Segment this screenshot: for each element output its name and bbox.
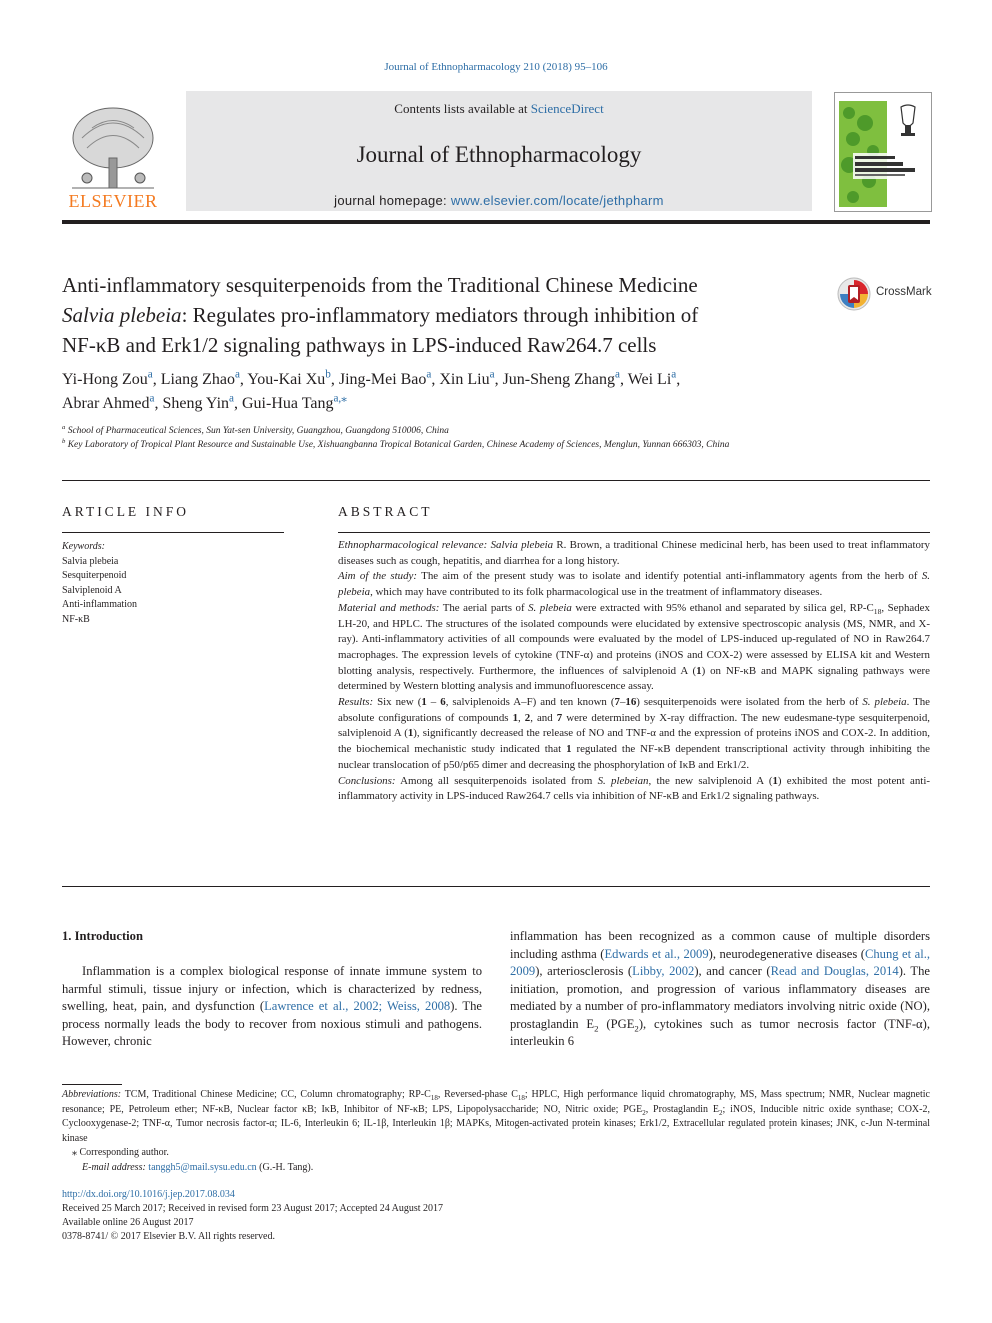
author-affiliation-mark: a — [234, 368, 240, 381]
homepage-prefix: journal homepage: — [334, 193, 451, 208]
ref-link[interactable]: Edwards et al., 2009 — [604, 946, 709, 961]
article-info-heading: ARTICLE INFO — [62, 504, 190, 519]
author-separator: , — [154, 395, 163, 412]
contents-prefix: Contents lists available at — [394, 101, 531, 116]
keywords-block — [62, 540, 284, 627]
elsevier-wordmark: ELSEVIER — [68, 191, 158, 211]
received-dates: Received 25 March 2017; Received in revised form 23 August 2017; Accepted 24 August 2017 — [62, 1203, 444, 1214]
abstract-conclusions: Conclusions: Among all sesquiterpenoids isolated from S. plebeian, the new salviplenoid A (1) exhibited the most potent anti-inflammatory activity in LPS-induced Raw264.7 cells via inhibition of NF-κB and Erk1/2 signaling pathways. — [338, 774, 930, 803]
author-affiliation-mark: a — [149, 392, 155, 405]
author-name[interactable]: Gui-Hua Tang — [242, 395, 334, 412]
keyword-item: Salvia plebeia — [62, 555, 119, 567]
copyright: 0378-8741/ © 2017 Elsevier B.V. All rights reserved. — [62, 1231, 275, 1242]
section-rule — [62, 480, 930, 481]
journal-citation[interactable]: Journal of Ethnopharmacology 210 (2018) 95–106 — [384, 61, 608, 73]
abstract-methods: Material and methods: The aerial parts of S. plebeia were extracted with 95% ethanol and separated by silica gel, $RP-C_{18}$, Sephadex LH-20, and HPLC. The structures of the isolated compounds were elucidated by extensive spectroscopic analysis (MS, NMR, and X-ray). Anti-inflammatory activities of all compounds were evaluated by the model of LPS-induced up-regulated of NO in Raw264.7 macrophages. The expression levels of cytokine (TNF-α) and proteins (iNOS and COX-2) were assessed by ELISA kit and Western blotting analysis, respectively. Furthermore, the influences of salviplenoid A (1) on NF-κB and MAPK signaling pathways were determined by Western blotting analysis and immunofluorescence assay. — [338, 601, 930, 693]
journal-cover-thumbnail[interactable] — [834, 92, 932, 212]
abstract-body — [338, 538, 930, 805]
author-affiliation-mark: a,⁎ — [333, 392, 347, 405]
ref-link[interactable]: Lawrence et al., 2002; Weiss, 2008 — [264, 999, 451, 1013]
contents-available-line — [186, 101, 812, 117]
author-separator: , — [619, 371, 628, 388]
author-list — [62, 368, 822, 416]
title-line-1: Anti-inflammatory sesquiterpenoids from the Traditional Chinese Medicine — [62, 273, 698, 297]
abstract-rule — [338, 532, 930, 533]
doi-link[interactable]: http://dx.doi.org/10.1016/j.jep.2017.08.034 — [62, 1189, 235, 1200]
author-affiliation-mark: a — [229, 392, 234, 405]
author-separator: , — [330, 371, 339, 388]
affiliation-a — [62, 424, 922, 438]
author-affiliation-mark: a — [489, 368, 495, 381]
author-name[interactable]: Abrar Ahmed — [62, 395, 150, 412]
intro-right-column — [510, 928, 930, 1051]
author-separator: , — [494, 371, 503, 388]
homepage-link[interactable]: www.elsevier.com/locate/jethpharm — [450, 193, 664, 208]
author-affiliation-mark: a — [426, 368, 432, 381]
email-note: E-mail address: tanggh5@mail.sysu.edu.cn (G.-H. Tang). — [82, 1161, 314, 1173]
keyword-item: Salviplenoid A — [62, 584, 122, 596]
affiliation-b — [62, 438, 922, 452]
ref-link[interactable]: Libby, 2002 — [632, 964, 695, 978]
title-line-2: : Regulates pro-inflammatory mediators through inhibition of — [181, 303, 699, 327]
author-separator: , — [234, 395, 242, 412]
author-separator: , — [152, 371, 161, 388]
crossmark-badge[interactable] — [836, 276, 936, 312]
affiliation-a-text: School of Pharmaceutical Sciences, Sun Yat-sen University, Guangzhou, Guangdong 510006, China — [67, 426, 449, 436]
abstract-heading: ABSTRACT — [338, 504, 433, 519]
abstract-relevance: Ethnopharmacological relevance: Salvia plebeia R. Brown, a traditional Chinese medicinal herb, has been used to treat inflammatory diseases such as cough, hepatitis, and diarrhea for a long history. — [338, 539, 930, 567]
available-online: Available online 26 August 2017 — [62, 1217, 194, 1228]
author-affiliation-mark: a — [615, 368, 620, 381]
corresponding-author-note: ⁎ Corresponding author. — [72, 1147, 169, 1158]
abbreviations-footnote: Abbreviations: TCM, Traditional Chinese Medicine; CC, Column chromatography; $RP-C_{18}$, Reversed-phase $C_{18}$; HPLC, High performance liquid chromatography, MS, Mass spectrum; NMR, Nuclear magnetic resonance; PE, Petroleum ether; NF-κB, Nuclear factor κB; IκB, Inhibitor of NF-κB; LPS, Lipopolysaccharide; NO, Nitric oxide; $PGE_2$, Prostaglandin $E_2$; iNOS, Inducible nitric oxide synthase; COX-2, Cyclooxygenase-2; TNF-α, Tumor necrosis factor-α; IL-6, Interleukin 6; IL-1β, Interleukin 1β; MAPKs, Mitogen-activated protein kinases; Erk1/2, Extracellular regulated protein kinases; JNK, c-Jun N-terminal kinase — [62, 1089, 930, 1144]
ref-link[interactable]: Read and Douglas, 2014 — [770, 964, 899, 978]
intro-paragraph-1-cont: inflammation has been recognized as a common cause of multiple disorders including asthma (Edwards et al., 2009), neurodegenerative diseases (Chung et al., 2009), arteriosclerosis (Libby, 2002), and cancer (Read and Douglas, 2014). The initiation, promotion, and progression of various inflammatory diseases are mediated by a number of pro-inflammatory mediators involving nitric oxide (NO), prostaglandin $E_2$ $(PGE_2)$, cytokines such as tumor necrosis factor (TNF-α), interleukin 6 — [510, 929, 931, 1048]
abstract-aim: Aim of the study: The aim of the present study was to isolate and identify potential anti-inflammatory agents from the herb of S. plebeia, which may have contributed to its folk pharmacological use in the treatment of inflammatory diseases. — [338, 570, 930, 599]
keywords-label: Keywords: — [62, 541, 105, 552]
author-separator: , — [431, 371, 440, 388]
affiliation-b-mark: b — [62, 437, 66, 445]
journal-homepage-line — [186, 193, 812, 208]
author-name[interactable]: Xin Liu — [439, 371, 490, 388]
affiliations — [62, 424, 922, 452]
author-separator: , — [676, 371, 681, 388]
intro-paragraph-1: Inflammation is a complex biological response of innate immune system to harmful stimuli, tissue injury or infection, which is characterized by redness, swelling, heat, pain, and dysfunction (Lawrence et al., 2002; Weiss, 2008). The process normally leads the body to recover from noxious stimuli and pathogens. However, chronic — [62, 964, 483, 1048]
intro-left-column — [62, 928, 482, 1051]
author-affiliation-mark: a — [147, 368, 153, 381]
intro-heading: 1. Introduction — [62, 929, 143, 943]
ref-link[interactable]: Chung et al., 2009 — [510, 946, 931, 978]
keyword-item: NF-κB — [62, 613, 90, 625]
crossmark-label: CrossMark — [876, 286, 932, 298]
abstract-results: Results: Six new (1 – 6, salviplenoids A–F) and ten known (7–16) sesquiterpenoids were isolated from the herb of S. plebeia. The absolute configurations of compounds 1, 2, and 7 were determined by X-ray diffraction. The new eudesmane-type sesquiterpenoid, salviplenoid A (1), significantly decreased the release of NO and TNF-α and the expression of proteins iNOS and COX-2. In addition, the biochemical mechanistic study indicated that 1 regulated the NF-κB dependent transcriptional activity through inhibiting the nuclear translocation of p50/p65 dimer and decreasing the phosphorylation of IκB and Erk1/2. — [338, 696, 931, 771]
keyword-list — [62, 555, 284, 628]
header-bottom-rule — [62, 220, 930, 224]
affiliation-b-text: Key Laboratory of Tropical Plant Resource and Sustainable Use, Xishuangbanna Tropical Botanical Garden, Chinese Academy of Sciences, Menglun, Yunnan 666303, China — [67, 440, 730, 450]
author-name[interactable]: Wei Li — [627, 371, 672, 388]
article-title — [62, 270, 822, 360]
cover-artwork-icon — [835, 93, 931, 211]
article-info-rule — [62, 532, 284, 533]
author-name[interactable]: You-Kai Xu — [247, 371, 326, 388]
title-species: Salvia plebeia — [62, 303, 182, 327]
keyword-item: Anti-inflammation — [62, 599, 137, 610]
author-separator: , — [239, 371, 248, 388]
author-name[interactable]: Liang Zhao — [160, 371, 235, 388]
author-name[interactable]: Jun-Sheng Zhang — [502, 371, 615, 388]
journal-name: Journal of Ethnopharmacology — [356, 142, 642, 167]
author-name[interactable]: Sheng Yin — [162, 395, 230, 412]
author-name[interactable]: Yi-Hong Zou — [62, 371, 148, 388]
email-link[interactable]: tanggh5@mail.sysu.edu.cn — [148, 1161, 257, 1173]
author-name[interactable]: Jing-Mei Bao — [338, 371, 427, 388]
publication-info — [62, 1188, 662, 1244]
footnote-rule — [62, 1084, 122, 1085]
keyword-item: Sesquiterpenoid — [62, 570, 127, 581]
author-affiliation-mark: b — [325, 368, 331, 381]
author-affiliation-mark: a — [671, 368, 677, 381]
footnotes — [62, 1088, 930, 1175]
sciencedirect-link[interactable]: ScienceDirect — [530, 101, 604, 116]
section-rule — [62, 886, 930, 887]
affiliation-a-mark: a — [62, 423, 66, 431]
title-line-3: NF-κB and Erk1/2 signaling pathways in LPS-induced Raw264.7 cells — [62, 333, 657, 357]
